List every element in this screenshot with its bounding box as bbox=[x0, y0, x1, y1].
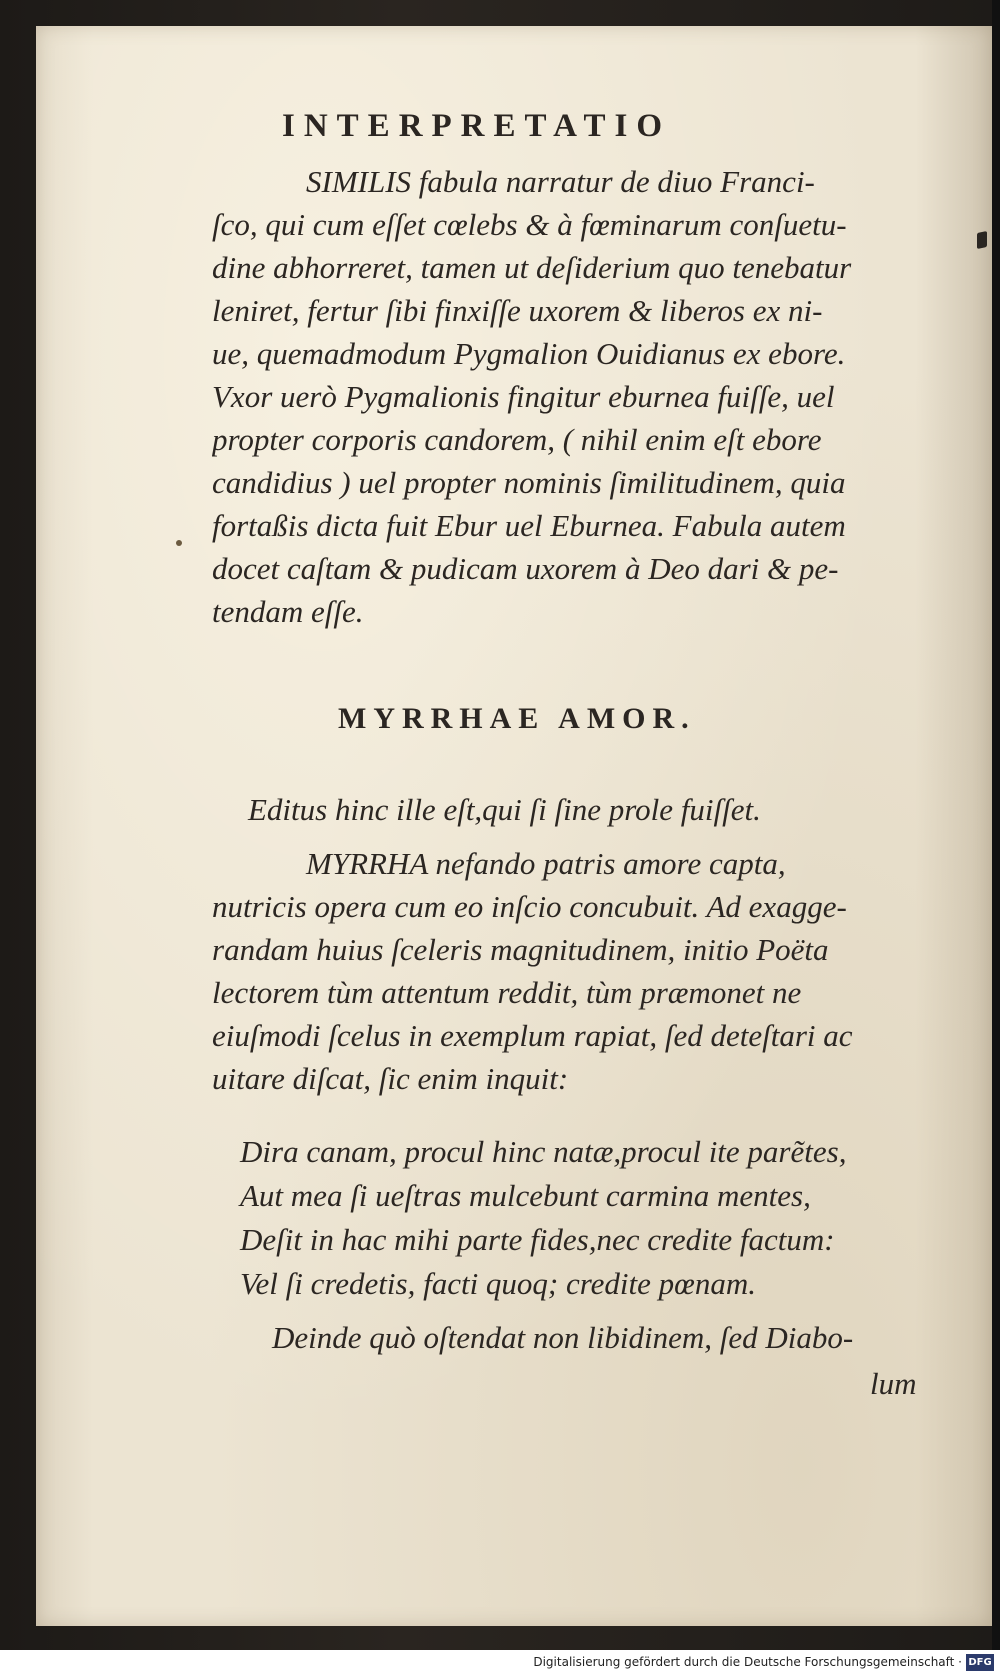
text-line: leniret, fertur ſibi finxiſſe uxorem & liberos ex ni- bbox=[212, 293, 823, 328]
text-line: eiuſmodi ſcelus in exemplum rapiat, ſed deteſtari ac bbox=[212, 1018, 853, 1053]
motto-line: Editus hinc ille eſt,qui ſi ſine prole fuiſſet. bbox=[248, 792, 761, 827]
verse-block bbox=[240, 1130, 910, 1306]
dfg-logo: DFG bbox=[966, 1654, 994, 1671]
paragraph-myrrha bbox=[212, 842, 912, 1100]
text-line: Vxor uerò Pygmalionis fingitur eburnea fuiſſe, uel bbox=[212, 379, 835, 414]
scan-edge bbox=[992, 0, 1000, 1650]
text-line: fortaßis dicta fuit Ebur uel Eburnea. Fabula autem bbox=[212, 508, 846, 543]
verse-line: Deſit in hac mihi parte fides,nec credite factum: bbox=[240, 1222, 835, 1257]
text-line: docet caſtam & pudicam uxorem à Deo dari & pe- bbox=[212, 551, 839, 586]
text-line: ue, quemadmodum Pygmalion Ouidianus ex ebore. bbox=[212, 336, 846, 371]
text-line: SIMILIS fabula narratur de diuo Franci- bbox=[306, 164, 815, 199]
text-line: propter corporis candorem, ( nihil enim eſt ebore bbox=[212, 422, 822, 457]
text-line: lectorem tùm attentum reddit, tùm præmonet ne bbox=[212, 975, 802, 1010]
verse-line: Aut mea ſi ueſtras mulcebunt carmina mentes, bbox=[240, 1178, 811, 1213]
text-line: randam huius ſceleris magnitudinem, initio Poëta bbox=[212, 932, 829, 967]
running-head: INTERPRETATIO bbox=[282, 108, 671, 144]
verse-line: Dira canam, procul hinc natæ,procul ite parẽtes, bbox=[240, 1134, 847, 1169]
final-text-line: Deinde quò oſtendat non libidinem, ſed Diabo- bbox=[272, 1320, 854, 1355]
footer-credit: Digitalisierung gefördert durch die Deutsche Forschungsgemeinschaft · bbox=[533, 1655, 962, 1669]
text-line: nutricis opera cum eo inſcio concubuit. Ad exagge- bbox=[212, 889, 847, 924]
text-line: tendam eſſe. bbox=[212, 594, 364, 629]
verse-line: Vel ſi credetis, facti quoq; credite pœnam. bbox=[240, 1266, 756, 1301]
text-line: candidius ) uel propter nominis ſimilitudinem, quia bbox=[212, 465, 846, 500]
catchword: lum bbox=[870, 1366, 917, 1401]
text-line: uitare diſcat, ſic enim inquit: bbox=[212, 1061, 569, 1096]
text-line: dine abhorreret, tamen ut deſiderium quo tenebatur bbox=[212, 250, 852, 285]
digitization-footer bbox=[0, 1650, 1000, 1677]
margin-ink-mark bbox=[977, 231, 987, 249]
margin-dot bbox=[176, 540, 182, 546]
paragraph-similis bbox=[212, 160, 912, 633]
text-line: ſco, qui cum eſſet cœlebs & à fœminarum conſuetu- bbox=[212, 207, 847, 242]
section-heading: MYRRHAE AMOR. bbox=[338, 702, 696, 735]
text-line: MYRRHA nefando patris amore capta, bbox=[306, 846, 786, 881]
